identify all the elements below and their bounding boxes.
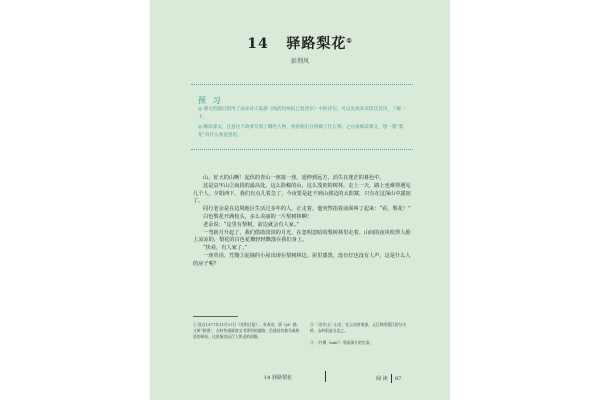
footer-separator — [391, 374, 392, 383]
preview-top-divider — [191, 84, 413, 85]
paragraph: 老余说：“这里有梨树，前边就会有人家。” — [203, 221, 300, 228]
paragraph: 一座草顶、竹篾③泥墙的小屋出现在梨树林边。屋里漆黑，没有灯也没有人声，这是什么人的房子呢？ — [193, 252, 411, 267]
footnote-right-2: ③ 〔竹篾（miè）〕劈成薄片的竹条。 — [310, 340, 374, 345]
author-name: 彭荆风 — [290, 58, 309, 65]
section-label: 阅 读 — [376, 376, 388, 382]
paragraph: 山，好大的山啊！起伏的青山一座接一座，延伸到远方，消失在迷茫的暮色中。 — [203, 175, 385, 181]
main-text — [193, 175, 413, 269]
footnote-divider — [193, 316, 238, 317]
paragraph: 白色梨花开满枝头，多么美丽的一片梨树林啊！ — [203, 213, 312, 220]
title-footnote-mark: ① — [346, 37, 353, 45]
footnote-left: ① 选自1977年11月27日《光明日报》，有改动。驿（yì）路，又叫“驿道”，古时传递政府文书等用的道路，沿途设有换马或休息的驿站。这里指边远行人所走的道路。 — [193, 322, 301, 339]
paragraph: 同行老余是在边境地区生活过多年的人。正走着，他突然指着前面叫了起来：“看，梨花！” — [203, 206, 411, 213]
paragraph: 这是哀牢山②南段的最高处。这么险峻的山，这么茂密的树林，走上一天，路上也难得遇见几个人。夕阳西下，我们有点儿着急了，今夜要是赶不到山那边的太阳寨，只有在这深山中露宿了。 — [193, 182, 411, 205]
preview-bottom-divider — [191, 149, 413, 150]
preview-item: ◎ 课文的题目借用了南宋诗人陆游《闻武均州报已复西京》中的诗句，可以先找来读读这首诗，了解一下。 — [198, 107, 406, 120]
paragraph: “快看，有人家了。” — [203, 245, 248, 252]
lesson-title-text: 驿路梨花 — [286, 36, 347, 52]
footer-separator — [325, 371, 326, 382]
textbook-page — [150, 0, 450, 400]
lesson-title — [150, 33, 450, 53]
preview-item: ◎ 略读课文，注意这个故事写到了哪些人物，看看他们分别做了什么事。之后再细读课文，想一想“梨花”有什么象征意思。 — [198, 125, 404, 138]
page-number: 87 — [394, 376, 402, 382]
paragraph: 一弯新月升起了，我们借助淡淡的月光，在忽明忽暗的梨树林里走着。山间的夜风吹得人脸上凉凉的，梨花的白色花瓣轻轻飘落在我们身上。 — [193, 229, 411, 244]
preview-heading: 预 习 — [198, 96, 223, 105]
running-footer-lesson: 14 驿路梨花 — [264, 375, 292, 381]
footnote-right-1: ② 〔哀牢山〕山名，在云南省南部，元江和阿墨江的分水岭，山岭很是分北之。 — [310, 322, 407, 333]
lesson-number: 14 — [247, 36, 269, 52]
running-footer-section — [376, 374, 401, 383]
